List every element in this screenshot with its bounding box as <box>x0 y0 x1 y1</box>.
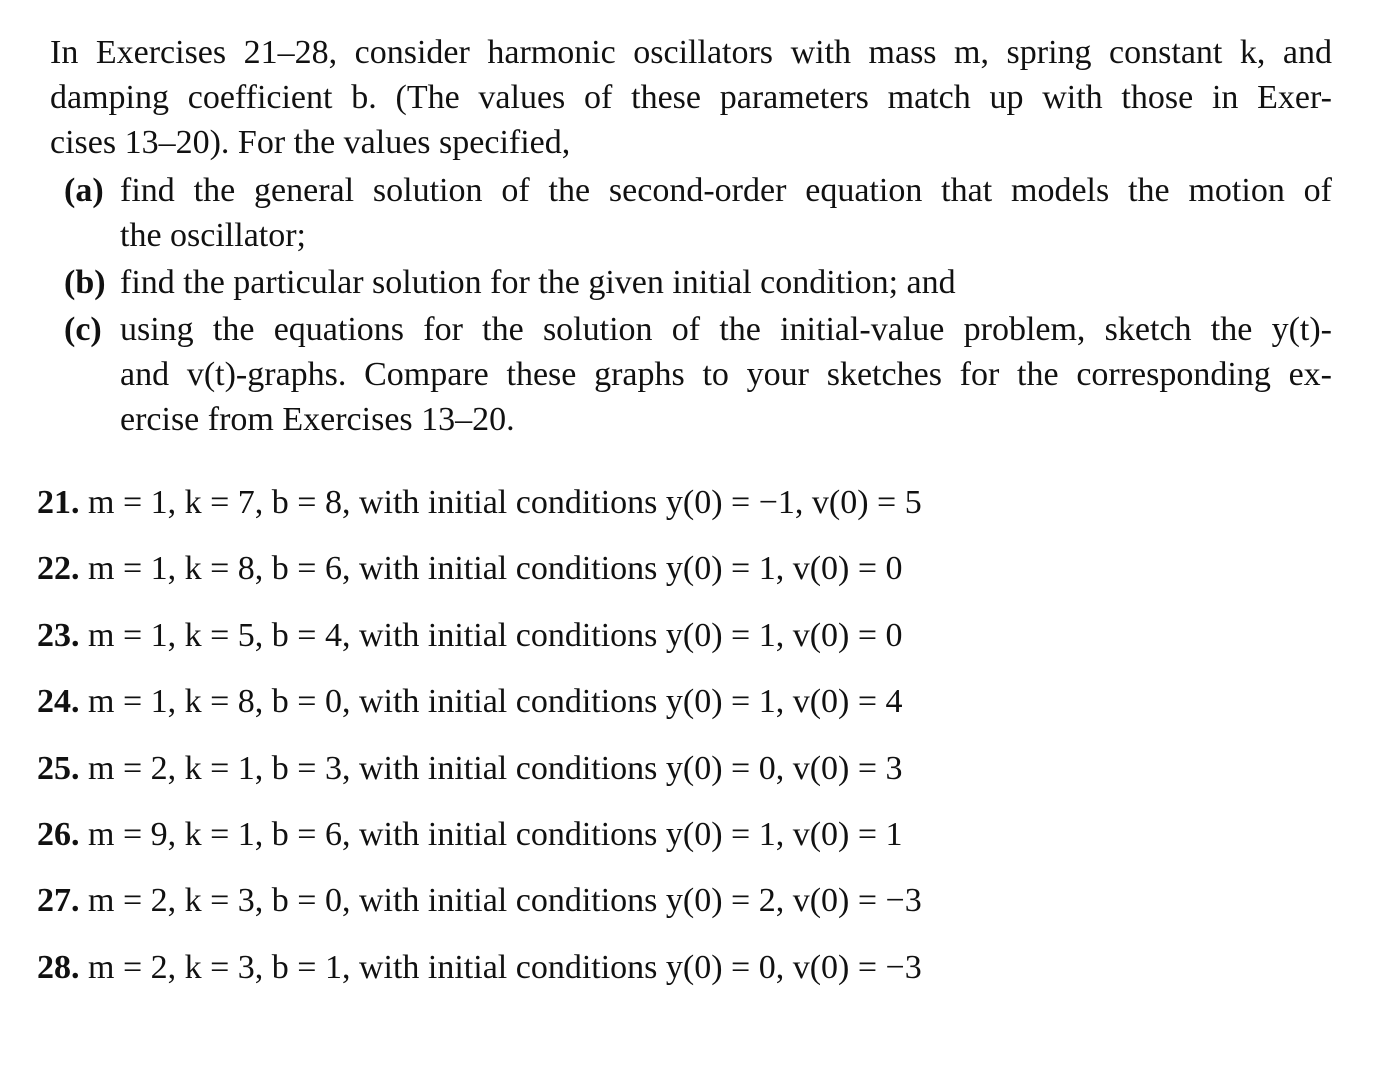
exercise-number: 27. <box>37 882 80 920</box>
part-b <box>50 260 1332 305</box>
part-a <box>50 168 1332 258</box>
exercise-text: m = 1, k = 8, b = 0, with initial conditions y(0) = 1, v(0) = 4 <box>88 683 903 721</box>
part-line: ercise from Exercises 13–20. <box>120 401 515 438</box>
exercise-text: m = 2, k = 1, b = 3, with initial conditions y(0) = 0, v(0) = 3 <box>88 749 903 787</box>
exercise-text: m = 1, k = 7, b = 8, with initial conditions y(0) = −1, v(0) = 5 <box>88 484 922 521</box>
exercise-text: m = 2, k = 3, b = 1, with initial conditions y(0) = 0, v(0) = −3 <box>88 948 922 986</box>
exercise-number: 25. <box>37 749 80 787</box>
exercise-number: 24. <box>37 683 80 721</box>
instruction-parts <box>50 168 1332 444</box>
exercise-text: m = 1, k = 5, b = 4, with initial conditions y(0) = 1, v(0) = 0 <box>88 616 903 654</box>
intro-paragraph <box>50 30 1332 165</box>
intro-line: damping coefficient b. (The values of these parameters match up with those in Exer- <box>50 79 1332 116</box>
part-line: and v(t)-graphs. Compare these graphs to your sketches for the corresponding ex- <box>120 356 1332 393</box>
exercise-number: 28. <box>37 948 80 986</box>
exercise-25 <box>37 744 1137 810</box>
exercise-number: 21. <box>37 484 80 521</box>
exercise-27 <box>37 876 1137 942</box>
exercise-text: m = 1, k = 8, b = 6, with initial conditions y(0) = 1, v(0) = 0 <box>88 550 903 588</box>
exercise-number: 23. <box>37 616 80 654</box>
part-line: using the equations for the solution of the initial-value problem, sketch the y(t)- <box>120 311 1332 348</box>
exercise-number: 26. <box>37 815 80 853</box>
part-line: find the particular solution for the given initial condition; and <box>120 264 956 301</box>
exercise-26 <box>37 810 1137 876</box>
exercise-28 <box>37 943 1137 1009</box>
exercise-text: m = 9, k = 1, b = 6, with initial conditions y(0) = 1, v(0) = 1 <box>88 815 903 853</box>
part-c <box>50 307 1332 442</box>
exercise-number: 22. <box>37 550 80 588</box>
exercise-23 <box>37 611 1137 677</box>
exercise-21 <box>37 478 1137 544</box>
part-line: the oscillator; <box>120 217 307 254</box>
intro-line: In Exercises 21–28, consider harmonic oscillators with mass m, spring constant k, and <box>50 34 1332 71</box>
part-label: (b) <box>64 264 106 301</box>
part-label: (c) <box>64 311 102 348</box>
exercise-text: m = 2, k = 3, b = 0, with initial conditions y(0) = 2, v(0) = −3 <box>88 882 922 920</box>
exercise-22 <box>37 544 1137 610</box>
part-line: find the general solution of the second-order equation that models the motion of <box>120 172 1332 209</box>
exercise-list <box>37 478 1137 1009</box>
intro-line: cises 13–20). For the values specified, <box>50 124 571 161</box>
part-label: (a) <box>64 172 104 209</box>
exercise-24 <box>37 677 1137 743</box>
